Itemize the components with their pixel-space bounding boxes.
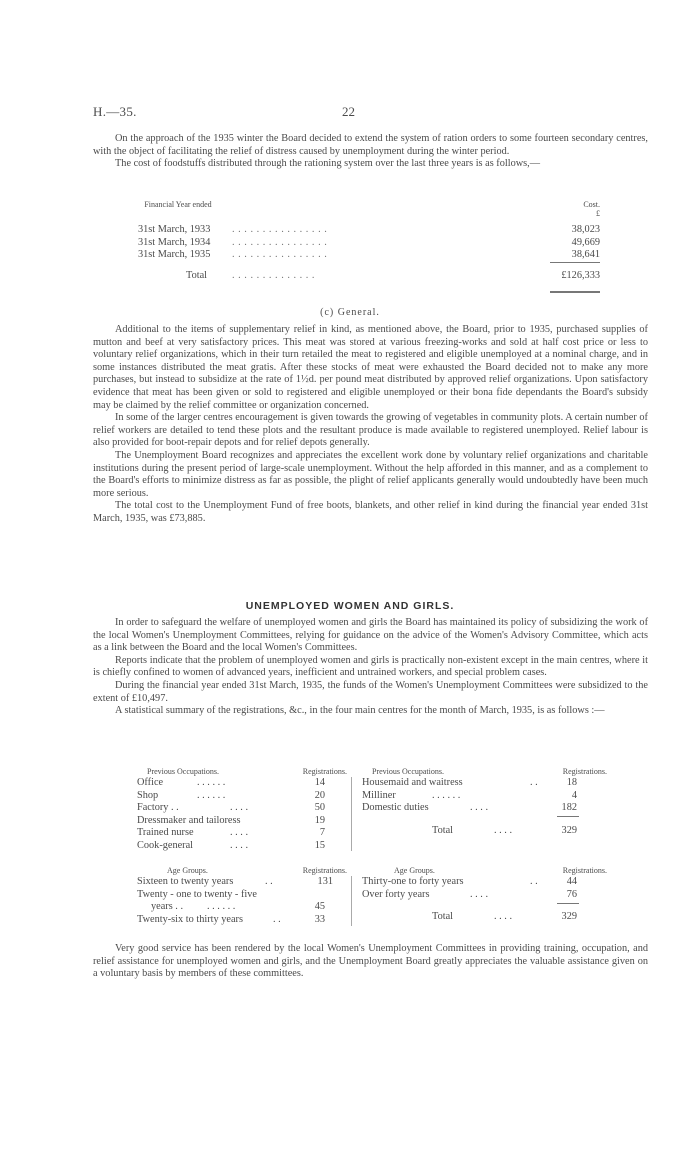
table-row: Trained nurse . . . . 7 [137, 827, 325, 839]
table-row: Housemaid and waitress . . 18 [362, 777, 577, 788]
page-number: 22 [342, 104, 355, 119]
general-section [93, 324, 648, 526]
table-row: Sixteen to twenty years . . 131 [137, 876, 333, 887]
intro-section [93, 133, 648, 171]
cost-subtotal-rule [550, 262, 600, 263]
general-paragraph-4: The total cost to the Unemployment Fund of free boots, blankets, and other relief in kind during the financial year ended 31st March, 1935, was £73,885. [93, 500, 648, 524]
report-code: H.—35. [93, 104, 137, 119]
table-row: Domestic duties . . . . 182 [362, 802, 577, 814]
age-groups-table [137, 866, 607, 926]
table-row: Twenty - one to twenty - five [137, 888, 257, 900]
women-paragraph-1: In order to safeguard the welfare of unemployed women and girls the Board has maintained its policy of subsidizing the work of the local Women's Unemployment Committees, relying for guidance on the advice of the Women's Advisory Committee, which acts as a link between the Board and the local Women's Committees. [93, 617, 648, 654]
women-closing-section [93, 943, 648, 981]
general-heading: (c) General. [320, 307, 380, 318]
general-paragraph-1: Additional to the items of supplementary relief in kind, as mentioned above, the Board, prior to 1935, purchased supplies of mutton and beef at very satisfactory prices. This meat was stored at various freezing-works and sold at half cost price or less to voluntary relief organizations, which in their turn retailed the meat to registered and eligible unemployed at a nominal charge, and in some instances distributed the meat gratis. After these stocks of meat were exhausted the Board decided not to make any more purchases, but instead to subsidize at the rate of 1½d. per pound meat distributed by approved relief organizations. Upon satisfactory evidence that meat has been given or sold to registered and eligible unemployed or their bona fide dependants the Board's subsidy may be claimed by the relief committee or organization concerned. [93, 324, 648, 411]
intro-paragraph-2: The cost of foodstuffs distributed through the rationing system over the last three years is as follows,— [115, 158, 541, 170]
women-paragraph-3: During the financial year ended 31st March, 1935, the funds of the Women's Unemployment Committees were subsidized to the extent of £10,497. [93, 679, 648, 704]
cost-row: 31st March, 1935 . . . . . . . . . . . . . . . . 38,641 [138, 249, 600, 261]
age-groups-total-row: Total . . . . 329 [432, 911, 577, 923]
occupations-left: Previous Occupations. Registrations. Office . . . . . . 14 Shop . . . . . . 20 Factory . . . . . . 50 Dressmaker and tailoress 19 Trained nurse . . . . 7 Cook-general . . . . 15 [137, 767, 347, 851]
table-row: Factory . . . . . . 50 [137, 802, 325, 814]
women-paragraph-4: A statistical summary of the registrations, &c., in the four main centres for the month of March, 1935, is as follows :— [115, 705, 605, 717]
general-paragraph-2: In some of the larger centres encouragement is given towards the growing of vegetables in community plots. A certain number of relief workers are detailed to tend these plots and the resultant produce is made available to registered unemployed. Relief labour is also provided for boot-repair depots and for relief depots generally. [93, 412, 648, 449]
table-row: Office . . . . . . 14 [137, 777, 325, 788]
table-row: Cook-general . . . . 15 [137, 839, 325, 851]
table-divider [351, 777, 352, 851]
cost-row: 31st March, 1934 . . . . . . . . . . . . . . . . 49,669 [138, 236, 600, 248]
cost-col-cost-header: Cost. £ [583, 200, 600, 218]
age-groups-right: Age Groups. Registrations. Thirty-one to forty years . . 44 Over forty years . . . . 76 Total . . . . 329 [362, 866, 607, 923]
age-groups-left: Age Groups. Registrations. Sixteen to twenty years . . 131 Twenty - one to twenty - five years . . . . . . . . 45 Twenty-six to thirty years . . 33 [137, 866, 347, 925]
cost-total-row: Total . . . . . . . . . . . . . . £126,333 [186, 269, 600, 281]
women-paragraph-2: Reports indicate that the problem of unemployed women and girls is practically non-existent except in the main centres, where it is chiefly confined to women of advanced years, inefficient and untrained workers, and special problem cases. [93, 654, 648, 679]
cost-total-rule [550, 291, 600, 293]
general-paragraph-3: The Unemployment Board recognizes and appreciates the excellent work done by voluntary relief organizations and charitable institutions during the present period of large-scale unemployment. Without the help afforded in this manner, and as a complement to the Board's efforts to minimize distress as far as possible, the plight of relief applicants generally would undoubtedly have been much more serious. [93, 449, 648, 499]
women-paragraph-5: Very good service has been rendered by the local Women's Unemployment Committees in providing training, occupation, and relief assistance for unemployed women and girls, and the Unemployment Board greatly appreciates the valuable assistance given on a voluntary basis by members of these committees. [93, 943, 648, 980]
table-row: Over forty years . . . . 76 [362, 888, 577, 900]
table-row: Dressmaker and tailoress 19 [137, 814, 325, 826]
table-row: Shop . . . . . . 20 [137, 789, 325, 801]
occupations-total-row: Total . . . . 329 [432, 824, 577, 836]
table-row: Milliner . . . . . . 4 [362, 789, 577, 801]
table-divider [351, 876, 352, 926]
occupations-table [137, 767, 607, 852]
cost-col-year-header: Financial Year ended [144, 200, 212, 209]
table-row: Twenty-six to thirty years . . 33 [137, 913, 325, 925]
table-row: Thirty-one to forty years . . 44 [362, 876, 577, 887]
women-section [93, 617, 648, 718]
cost-table [138, 200, 600, 282]
women-heading: UNEMPLOYED WOMEN AND GIRLS. [245, 600, 455, 612]
cost-row: 31st March, 1933 . . . . . . . . . . . . . . . . 38,023 [138, 224, 600, 235]
occupations-right: Previous Occupations. Registrations. Housemaid and waitress . . 18 Milliner . . . . . . 4 Domestic duties . . . . 182 Total . . . . 329 [362, 767, 607, 836]
table-row: years . . . . . . . . 45 [151, 901, 325, 913]
intro-paragraph-1: On the approach of the 1935 winter the Board decided to extend the system of ration orders to some fourteen secondary centres, with the object of facilitating the relief of distress caused by unemployment during the winter period. [93, 133, 648, 157]
